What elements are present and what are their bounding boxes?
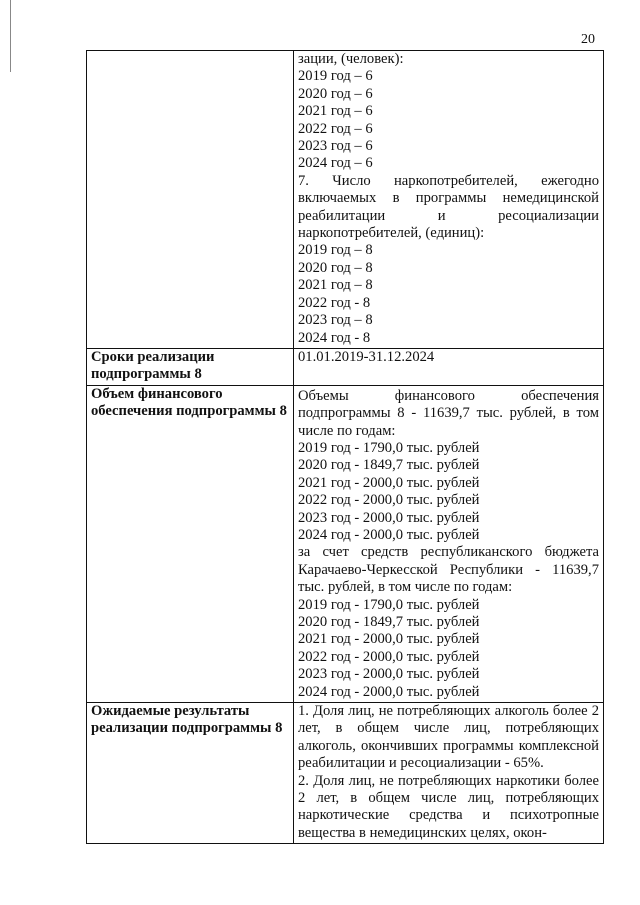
text-line: зации, (человек): [298,51,404,67]
budget-year: 2021 год - 2000,0 тыс. рублей [298,631,480,648]
finance-cell [294,385,604,702]
year-value: 2020 год – 8 [298,259,373,276]
budget-year: 2020 год - 1849,7 тыс. рублей [298,614,480,630]
year-value: 2024 год – 6 [298,155,373,172]
indicators-cell [294,51,604,349]
year-value: 2022 год – 6 [298,120,373,137]
year-value: 2021 год – 6 [298,103,373,120]
table-row-continuation [87,51,604,349]
year-value: 2021 год – 8 [298,277,373,294]
year-value: 2023 год – 8 [298,312,373,329]
budget-year: 2024 год - 2000,0 тыс. рублей [298,683,480,700]
table-row-terms [87,348,604,385]
finance-year: 2020 год - 1849,7 тыс. рублей [298,457,480,474]
budget-year: 2023 год - 2000,0 тыс. рублей [298,666,480,683]
terms-label: Сроки реализации подпрограммы 8 [87,348,294,385]
finance-intro: Объемы финансового обеспечения подпрограммы 8 - 11639,7 тыс. рублей, в том числе по годам: [298,387,599,439]
indicator-7-text: 7. Число наркопотребителей, ежегодно включаемых в программы немедицинской реабилитации и ресоциализации наркопотребителей, (единиц): [298,172,599,242]
year-value: 2023 год – 6 [298,138,373,155]
finance-year: 2024 год - 2000,0 тыс. рублей [298,526,480,543]
result-item-1: 1. Доля лиц, не потребляющих алкоголь более 2 лет, в общем числе лиц, потребляющих алкоголь, окончивших программы комплексной реабилитации и ресоциализации - 65%. [298,703,599,772]
results-label: Ожидаемые результаты реализации подпрограммы 8 [87,703,294,844]
year-value: 2020 год – 6 [298,85,373,102]
finance-year: 2021 год - 2000,0 тыс. рублей [298,474,480,491]
finance-year: 2023 год - 2000,0 тыс. рублей [298,509,480,526]
table-row-finance [87,385,604,702]
table-row-results [87,703,604,844]
passport-table [86,50,604,844]
result-item-2: 2. Доля лиц, не потребляющих наркотики более 2 лет, в общем числе лиц, потребляющих наркотические средства и психотропные вещества в немедицинских целях, окон- [298,772,599,841]
empty-label-cell [87,51,294,349]
budget-year: 2022 год - 2000,0 тыс. рублей [298,648,480,665]
budget-intro: за счет средств республиканского бюджета Карачаево-Черкесской Республики - 11639,7 тыс. рублей, в том числе по годам: [298,544,599,596]
finance-year: 2019 год - 1790,0 тыс. рублей [298,439,480,456]
finance-label: Объем финансового обеспечения подпрограммы 8 [87,385,294,702]
page-number: 20 [581,32,595,47]
results-cell [294,703,604,844]
year-value: 2022 год - 8 [298,294,371,311]
finance-year: 2022 год - 2000,0 тыс. рублей [298,492,480,509]
year-value: 2019 год – 6 [298,68,373,85]
terms-value: 01.01.2019-31.12.2024 [294,348,604,385]
margin-rule [10,0,11,72]
year-value: 2024 год - 8 [298,329,371,346]
budget-year: 2019 год - 1790,0 тыс. рублей [298,596,480,613]
year-value: 2019 год – 8 [298,242,373,259]
